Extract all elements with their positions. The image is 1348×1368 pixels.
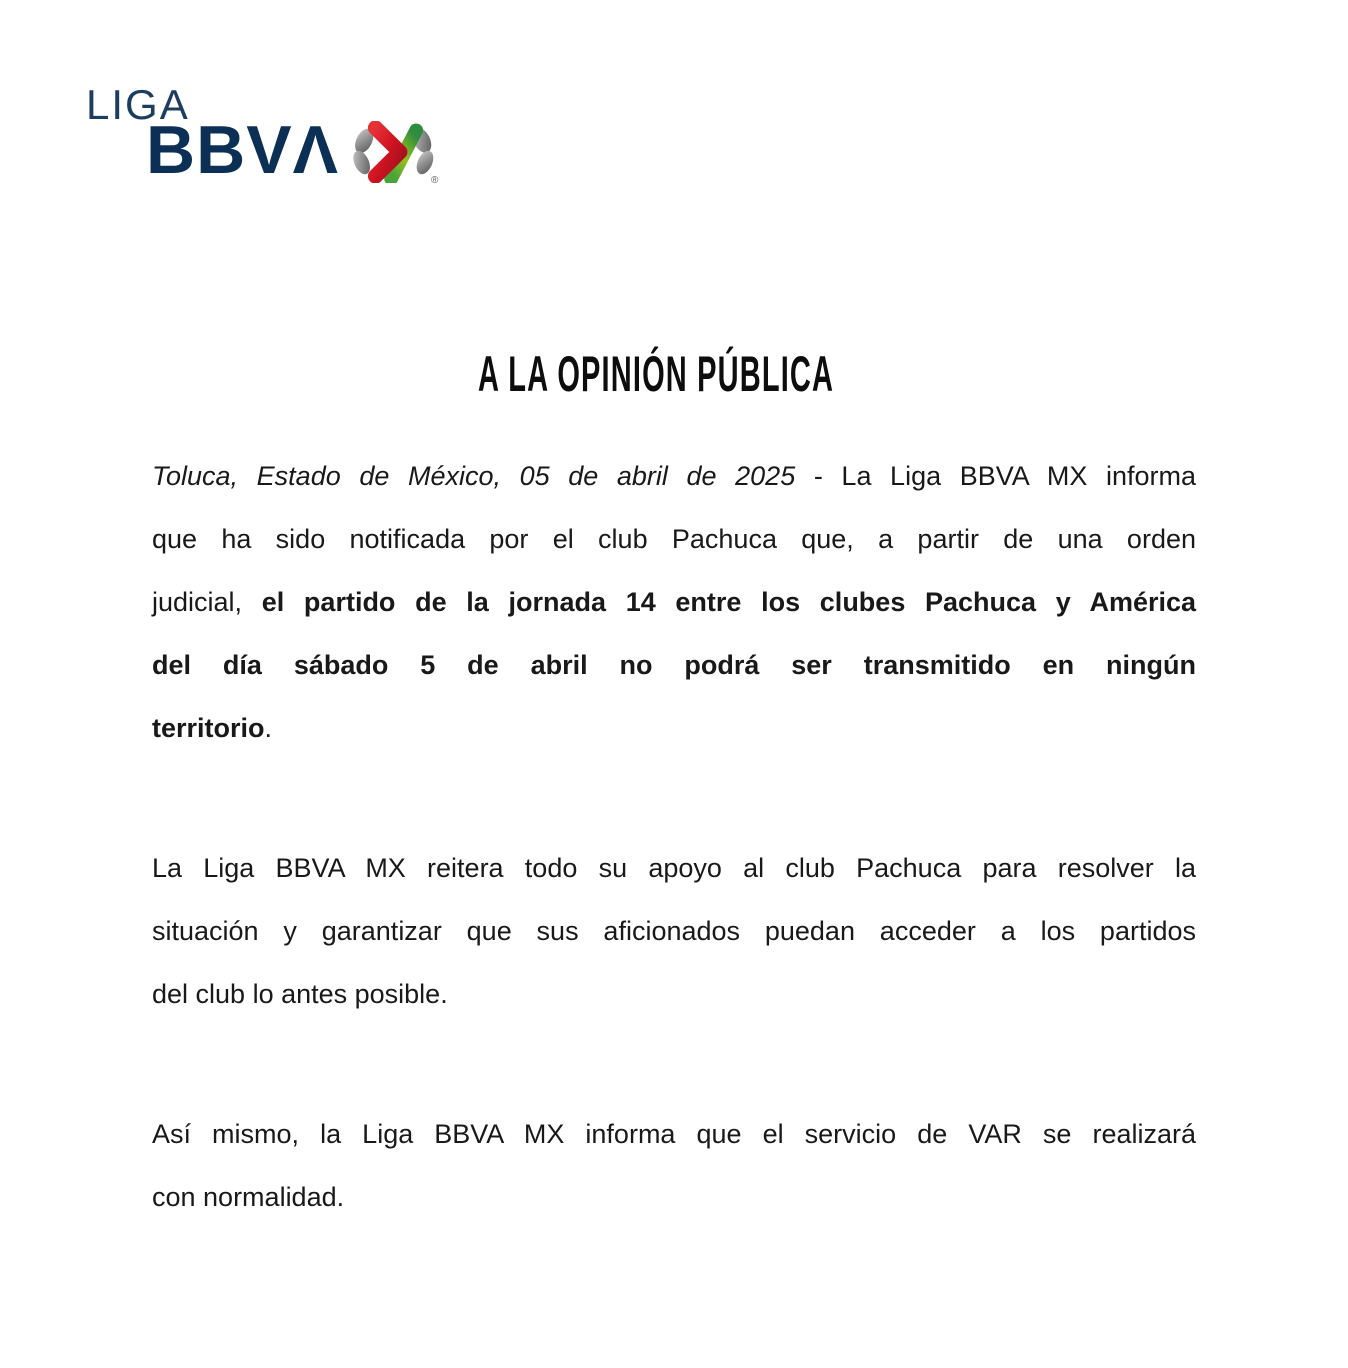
text-line (152, 571, 1196, 634)
registered-trademark: ® (431, 175, 439, 186)
line-text: judicial, (152, 587, 262, 617)
text-line: del club lo antes posible. (152, 979, 448, 1009)
text-line: con normalidad. (152, 1182, 345, 1212)
text-line: situación y garantizar que sus aficionados puedan acceder a los partidos (152, 916, 1196, 946)
text-line: que ha sido notificada por el club Pachuca que, a partir de una orden (152, 524, 1196, 554)
paragraph-2 (152, 837, 1196, 1026)
page-title: A LA OPINIÓN PÚBLICA (477, 346, 835, 402)
title-row (0, 346, 1312, 402)
dateline-italic: Toluca, Estado de México, 05 de abril de 2025 (152, 461, 796, 491)
paragraph-1 (152, 445, 1196, 760)
logo-bbva-text: BBVΛ (146, 112, 339, 188)
paragraph-3 (152, 1103, 1196, 1229)
text-line: del día sábado 5 de abril no podrá ser transmitido en ningún (152, 650, 1196, 680)
line-text: . (264, 713, 273, 743)
text-line: La Liga BBVA MX reitera todo su apoyo al club Pachuca para resolver la (152, 853, 1196, 883)
text-line (152, 445, 1196, 508)
bold-text: el partido de la jornada 14 entre los clubes Pachuca y América (261, 587, 1197, 617)
line-text: - La Liga BBVA MX informa (795, 461, 1196, 491)
ligamx-ball-icon (346, 121, 440, 183)
logo-liga-text: LIGA (86, 81, 190, 128)
bold-text: territorio (152, 713, 265, 743)
text-line (152, 697, 1196, 760)
press-release-body (152, 445, 1196, 1229)
text-line: Así mismo, la Liga BBVA MX informa que el servicio de VAR se realizará (152, 1119, 1196, 1149)
